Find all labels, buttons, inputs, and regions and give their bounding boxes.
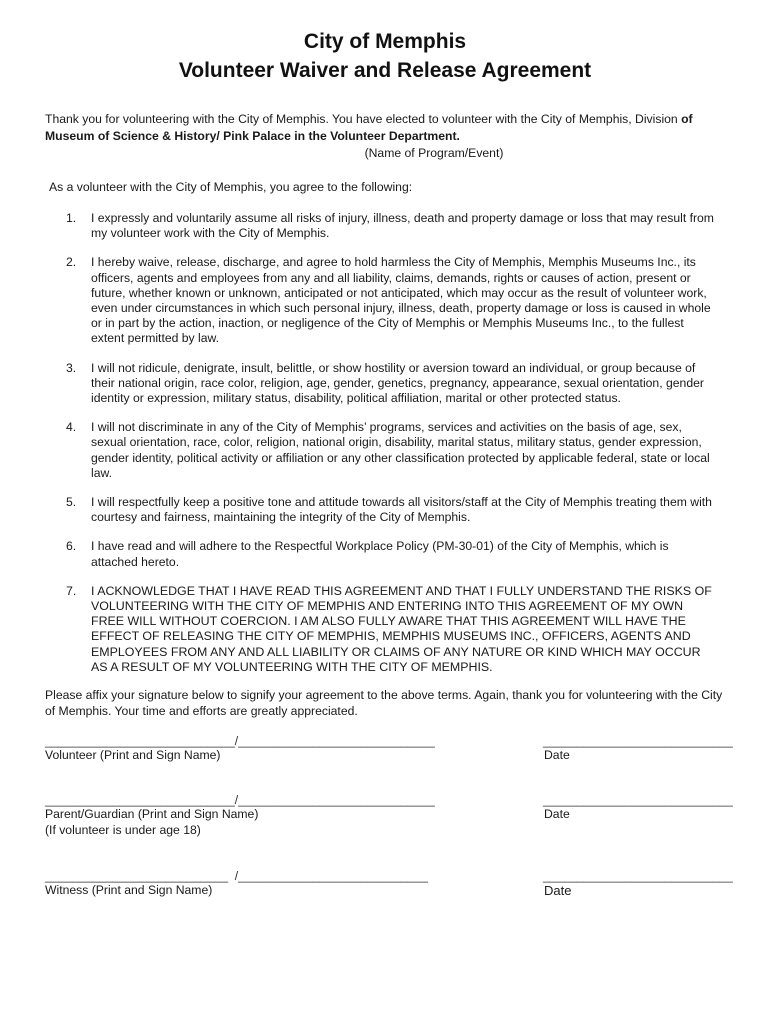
parent-date-line[interactable]: ____________________________ (543, 793, 733, 807)
lead-in-text: As a volunteer with the City of Memphis, you agree to the following: (49, 180, 413, 194)
term-item (0, 420, 740, 481)
term-text: I have read and will adhere to the Respectful Workplace Policy (PM-30-01) of the City of Memphis, which is attached hereto. (91, 539, 669, 569)
term-number: 7. (66, 583, 77, 598)
parent-signature-label: Parent/Guardian (Print and Sign Name) (45, 807, 259, 821)
document-subtitle: Volunteer Waiver and Release Agreement (178, 59, 592, 82)
term-number: 2. (66, 255, 77, 270)
term-text: I ACKNOWLEDGE THAT I HAVE READ THIS AGREEMENT AND THAT I FULLY UNDERSTAND THE RISKS OF VOLUNTEERING WITH THE CITY OF MEMPHIS AND ENTERING INTO THIS AGREEMENT OF MY OWN FREE WILL WITHOUT COERCION. I AM ALSO FULLY AWARE THAT THIS AGREEMENT WILL HAVE THE EFFECT OF RELEASING THE CITY OF MEMPHIS, MEMPHIS MUSEUMS INC., OFFICERS, AGENTS AND EMPLOYEES FROM ANY AND ALL LIABILITY OR CLAIMS OF ANY NATURE OR KIND WHICH MAY OCCUR AS A RESULT OF MY VOLUNTEERING WITH THE CITY OF MEMPHIS. (91, 583, 712, 674)
term-item (0, 255, 740, 346)
term-text: I hereby waive, release, discharge, and agree to hold harmless the City of Memphis, Memphis Museums Inc., its officers, agents and employees from any and all liability, claims, demands, rights or causes of action, present or future, whether known or unknown, anticipated or not anticipated, which may occur as the result of volunteer work, even under circumstances in which such personal injury, illness, death, property damage or loss is caused in whole or in part by the action, inaction, or negligence of the City of Memphis or Memphis Museums Inc., to the fullest extent permitted by law. (91, 255, 711, 346)
volunteer-date-line[interactable]: ____________________________ (543, 734, 733, 748)
term-item (0, 211, 740, 241)
parent-date-label: Date (544, 807, 570, 821)
term-number: 1. (66, 211, 77, 225)
term-number: 3. (66, 360, 77, 375)
parent-signature-line[interactable]: ____________________________/_____________________________ (45, 793, 435, 807)
document-title: City of Memphis (303, 30, 467, 53)
witness-date-line[interactable]: ____________________________ (543, 869, 733, 883)
term-number: 5. (66, 495, 77, 510)
term-text: I will not discriminate in any of the City of Memphis’ programs, services and activities on the basis of age, sex, sexual orientation, race, color, religion, national origin, disability, marital status, military status, gender expression, gender identity, political activity or affiliation or any other classification protected by applicable federal, state or local law. (91, 420, 710, 480)
term-item-acknowledgement (0, 584, 740, 675)
parent-age-note: (If volunteer is under age 18) (45, 823, 201, 837)
term-text: I expressly and voluntarily assume all risks of injury, illness, death and property damage or loss that may result from my volunteer work with the City of Memphis. (91, 211, 714, 241)
term-item (0, 539, 740, 569)
witness-signature-line[interactable]: ___________________________ /____________________________ (45, 869, 428, 883)
intro-text: Thank you for volunteering with the City of Memphis. You have elected to volunteer with the City of Memphis, Division (45, 112, 682, 126)
term-text: I will not ridicule, denigrate, insult, belittle, or show hostility or aversion toward an individual, or group because of their national origin, race color, religion, age, gender, genetics, pregnancy, appearance, sexual orientation, gender identity or expression, military status, disability, political affiliation, marital or other protected status. (91, 360, 704, 406)
program-note: (Name of Program/Event) (364, 146, 504, 160)
term-text: I will respectfully keep a positive tone and attitude towards all visitors/staff at the City of Memphis treating them with courtesy and fairness, maintaining the integrity of the City of Memphis. (91, 495, 712, 525)
intro-bold-of: of (681, 112, 693, 126)
intro-paragraph (45, 111, 730, 145)
volunteer-signature-label: Volunteer (Print and Sign Name) (45, 748, 221, 762)
term-item (0, 361, 740, 407)
term-item (0, 495, 740, 525)
witness-date-label: Date (544, 883, 572, 898)
volunteer-date-label: Date (544, 748, 570, 762)
closing-paragraph: Please affix your signature below to signify your agreement to the above terms. Again, thank you for volunteering with the City of Memphis. Your time and efforts are greatly appreciated. (45, 688, 723, 718)
witness-signature-label: Witness (Print and Sign Name) (45, 883, 213, 897)
term-number: 4. (66, 420, 77, 435)
volunteer-signature-line[interactable]: ____________________________/_____________________________ (45, 734, 435, 748)
terms-list (0, 211, 740, 689)
program-name: Museum of Science & History/ Pink Palace in the Volunteer Department. (45, 129, 460, 143)
term-number: 6. (66, 539, 77, 554)
